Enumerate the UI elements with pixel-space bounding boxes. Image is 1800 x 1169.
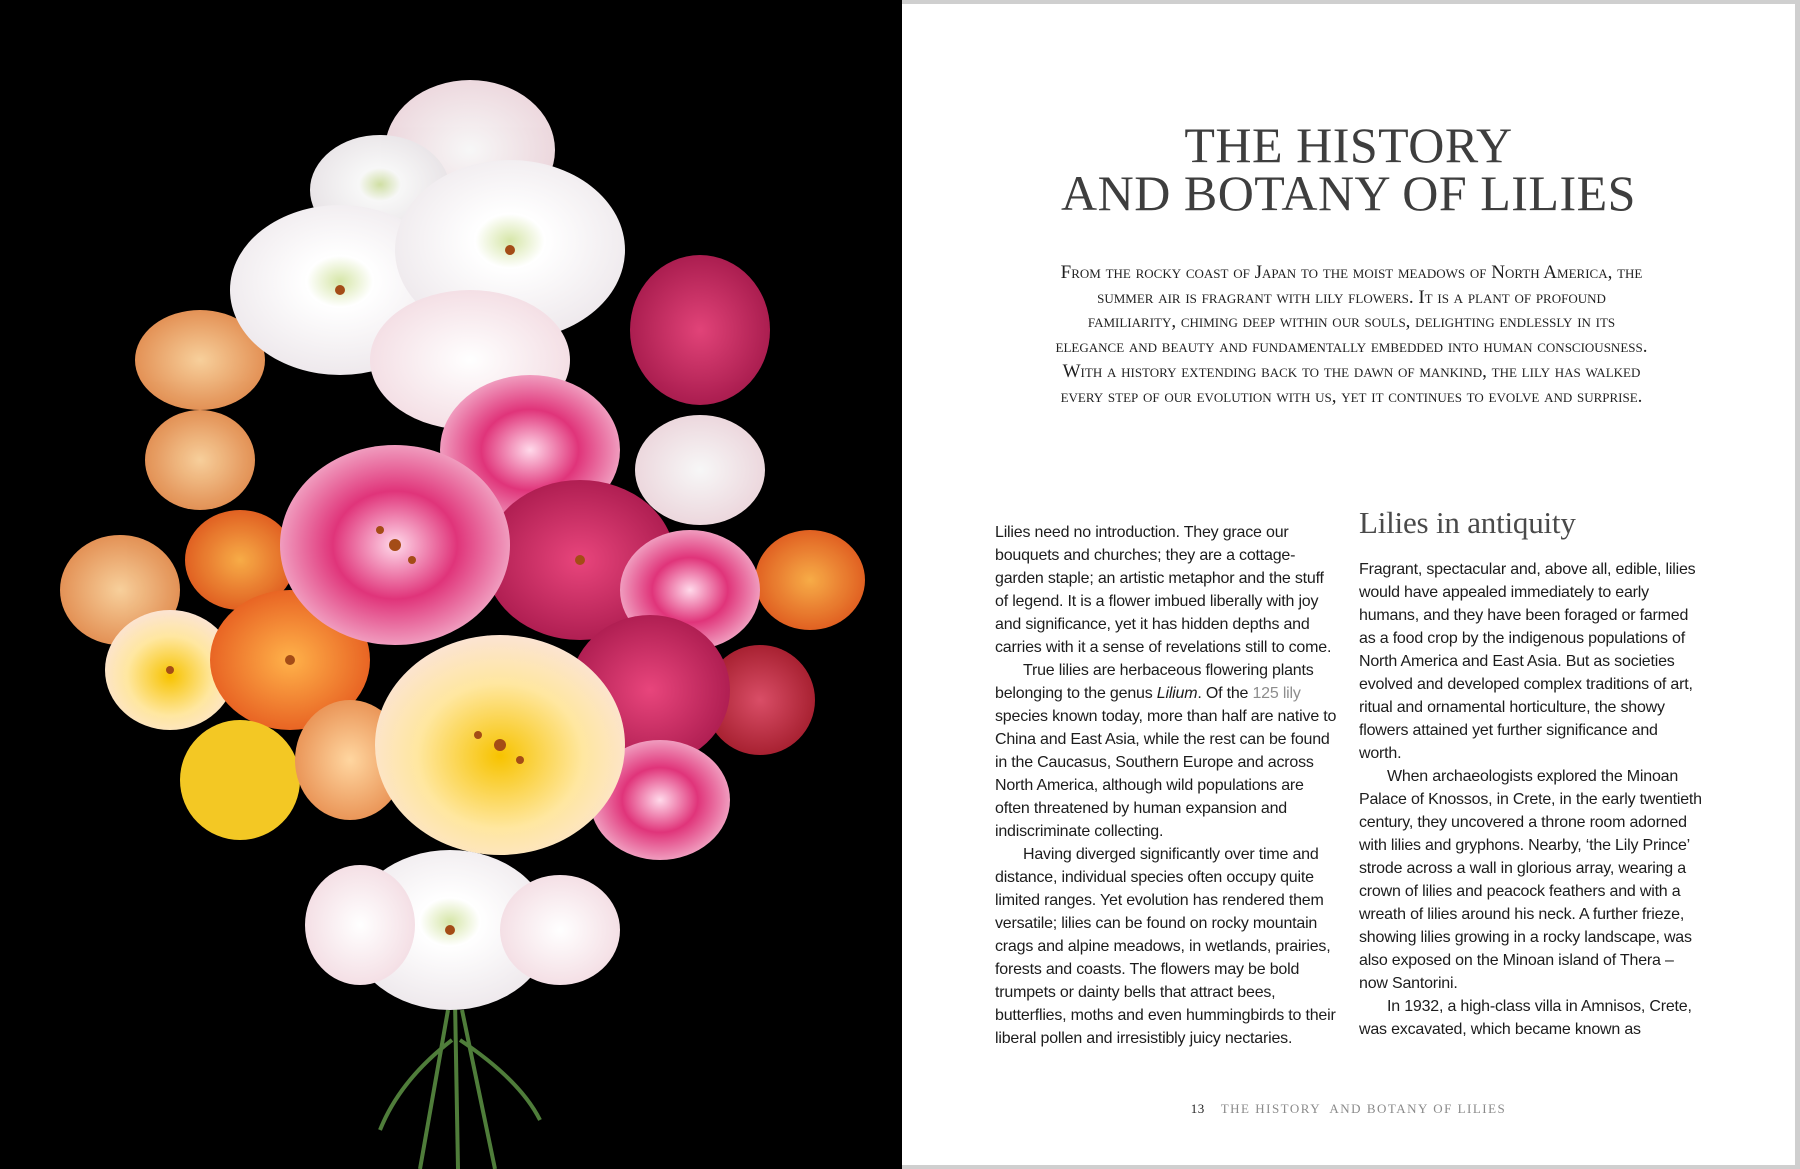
left-text-column	[995, 521, 1339, 1050]
intro-paragraph: From the rocky coast of Japan to the moist meadows of North America, the summer air is fragrant with lily flowers. It is a plant of profound familiarity, chiming deep within our souls, delighting endlessly in its elegance and beauty and fundamentally embedded into human consciousness. With a history extending back to the dawn of mankind, the lily has walked every step of our evolution with us, yet it continues to evolve and surprise.	[1055, 262, 1648, 407]
section-subheading: Lilies in antiquity	[1359, 505, 1576, 540]
body-paragraph: Lilies need no introduction. They grace our bouquets and churches; they are a cottage-garden staple; an artistic metaphor and the stuff of legend. It is a flower imbued liberally with joy and significance, yet it has hidden depths and carries with it a sense of revelations still to come.	[995, 524, 1332, 656]
title-line-1: THE HISTORY	[1184, 117, 1513, 173]
page-number: 13	[1190, 1101, 1205, 1116]
body-paragraph: Fragrant, spectacular and, above all, edible, lilies would have appealed immediately to early humans, and they have been foraged or farmed as a food crop by the indigenous populations of North America and East Asia. But as societies evolved and developed complex traditions of art, ritual and ornamental horticulture, the showy flowers attained yet further significance and worth.	[1359, 561, 1696, 762]
genus-name: Lilium	[1156, 685, 1198, 702]
body-paragraph: In 1932, a high-class villa in Amnisos, Crete, was excavated, which became known as	[1359, 998, 1692, 1038]
title-line-2: AND BOTANY OF LILIES	[1061, 165, 1636, 221]
highlighted-text: 125 lily	[1252, 685, 1301, 702]
running-title: THE HISTORY AND BOTANY OF LILIES	[1220, 1101, 1507, 1116]
right-text-column	[1359, 506, 1704, 1041]
body-paragraph: True lilies are herbaceous flowering plants belonging to the genus Lilium. Of the 125 lily species known today, more than half are native to China and East Asia, while the rest can be found in the Caucasus, Southern Europe and across North America, although wild populations are often threatened by human expansion and indiscriminate collecting.	[995, 662, 1337, 840]
body-paragraph: Having diverged significantly over time and distance, individual species often occupy quite limited ranges. Yet evolution has rendered them versatile; lilies can be found on rocky mountain crags and alpine meadows, in wetlands, prairies, forests and coasts. The flowers may be bold trumpets or dainty bells that attract bees, butterflies, moths and even hummingbirds to their liberal pollen and irresistibly juicy nectaries.	[995, 846, 1336, 1047]
page-footer	[902, 1101, 1795, 1117]
text-page	[902, 4, 1795, 1165]
page-title	[902, 117, 1795, 221]
body-paragraph: When archaeologists explored the Minoan Palace of Knossos, in Crete, in the early twentieth century, they uncovered a throne room adorned with lilies and gryphons. Nearby, ‘the Lily Prince’ strode across a wall in glorious array, wearing a crown of lilies and peacock feathers and with a wreath of lilies around his neck. A further frieze, showing lilies growing in a rocky landscape, was also exposed on the Minoan island of Thera – now Santorini.	[1359, 768, 1702, 992]
